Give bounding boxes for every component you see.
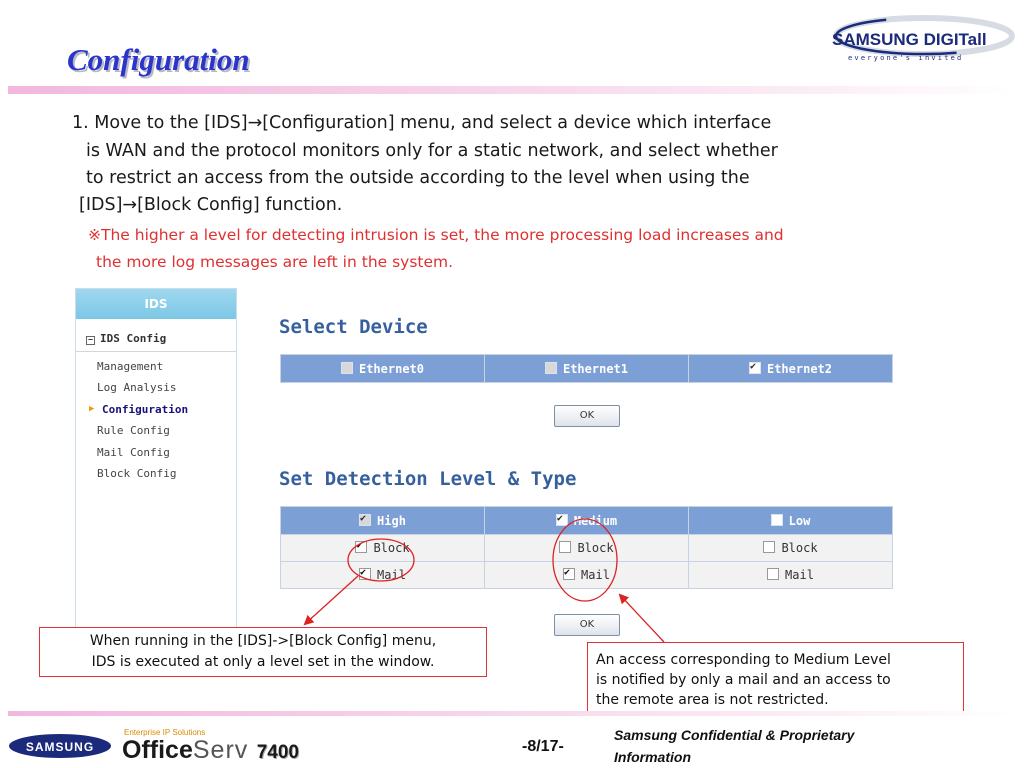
level-label: High <box>377 513 406 528</box>
block-label: Block <box>577 541 614 555</box>
sidebar-header: IDS <box>76 289 236 319</box>
page-title: Configuration <box>67 42 250 77</box>
left-callout-arrow <box>305 576 358 624</box>
serv-text: Serv <box>192 736 249 764</box>
brand-name: SAMSUNG DIGITall <box>832 30 987 49</box>
right-callout-arrow <box>620 595 664 642</box>
block-label: Block <box>781 541 818 555</box>
right-callout <box>587 642 964 714</box>
note-line2: the more log messages are left in the system. <box>96 253 454 271</box>
device-label: Ethernet0 <box>358 361 425 376</box>
sidebar-section-label: IDS Config <box>100 332 167 345</box>
detection-heading: Set Detection Level & Type <box>279 468 577 490</box>
mail-label: Mail <box>581 568 610 582</box>
step1-line4: [IDS]→[Block Config] function. <box>79 195 343 215</box>
sidebar-item-label: Configuration <box>102 402 189 416</box>
sidebar-item-log-analysis[interactable]: Log Analysis <box>97 381 177 395</box>
brand-tagline: everyone's invited <box>848 54 964 62</box>
right-callout-line2: is notified by only a mail and an access to <box>596 672 891 688</box>
sidebar-item-rule-config[interactable]: Rule Config <box>97 424 170 438</box>
samsung-logo <box>8 732 112 760</box>
enterprise-tagline: Enterprise IP Solutions <box>124 728 206 737</box>
device-ok-button[interactable]: OK <box>554 405 620 427</box>
mail-label: Mail <box>377 568 406 582</box>
step1-line3: to restrict an access from the outside according to the level when using the <box>86 168 750 188</box>
sidebar-item-management[interactable]: Management <box>97 360 164 373</box>
office-text: Office <box>122 736 193 764</box>
detection-ok-button[interactable]: OK <box>554 614 620 636</box>
block-label: Block <box>373 541 410 555</box>
right-callout-line1: An access corresponding to Medium Level <box>596 652 891 668</box>
left-callout <box>39 627 487 677</box>
note-line1: ※The higher a level for detecting intrusion is set, the more processing load increases and <box>88 226 784 244</box>
medium-highlight-circle <box>553 519 617 601</box>
device-label: Ethernet2 <box>766 361 833 376</box>
confidential-notice <box>614 724 854 768</box>
sidebar-item-block-config[interactable]: Block Config <box>97 466 177 480</box>
select-device-heading: Select Device <box>279 316 428 338</box>
step1-line1: 1. Move to the [IDS]→[Configuration] menu, and select a device which interface <box>72 113 772 133</box>
step1-line2: is WAN and the protocol monitors only for a static network, and select whether <box>86 141 778 161</box>
right-callout-line3: the remote area is not restricted. <box>596 692 829 708</box>
footer-divider <box>8 711 1018 716</box>
officeserv-logo <box>122 737 299 767</box>
device-label: Ethernet1 <box>562 361 629 376</box>
model-number: 7400 <box>256 742 299 763</box>
samsung-logo-text: SAMSUNG <box>25 740 95 754</box>
mail-label: Mail <box>785 568 814 582</box>
left-callout-line1: When running in the [IDS]->[Block Config] menu, <box>89 633 437 649</box>
level-label: Medium <box>573 513 618 528</box>
confidential-line2: Information <box>614 749 691 765</box>
triangle-right-icon: ▶ <box>89 403 95 414</box>
page-number: -8/17- <box>522 738 564 755</box>
high-highlight-circle <box>348 539 414 581</box>
collapse-icon[interactable]: − <box>86 336 95 345</box>
sidebar-item-mail-config[interactable]: Mail Config <box>97 445 170 459</box>
level-label: Low <box>788 513 811 528</box>
left-callout-line2: IDS is executed at only a level set in the window. <box>91 654 435 670</box>
confidential-line1: Samsung Confidential & Proprietary <box>614 727 855 743</box>
